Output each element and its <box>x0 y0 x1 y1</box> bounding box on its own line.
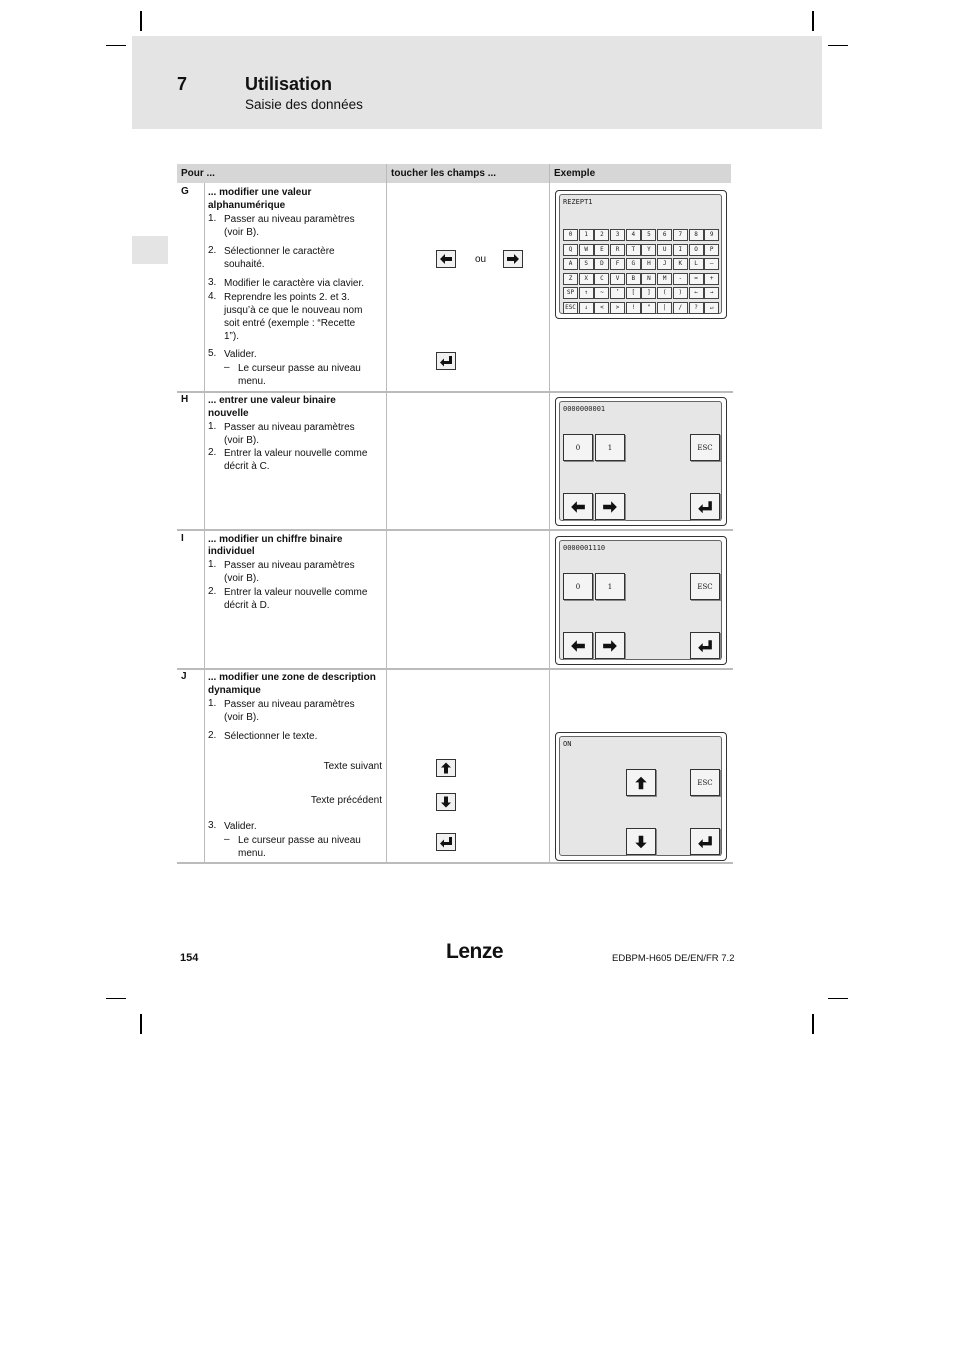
row-divider <box>177 391 733 393</box>
key[interactable]: " <box>641 302 656 314</box>
substep-text: menu. <box>238 376 266 387</box>
key[interactable]: F <box>610 258 625 270</box>
readout-text: 0000001110 <box>563 544 606 552</box>
arrow-right-icon[interactable] <box>595 632 625 659</box>
key[interactable]: | <box>657 302 672 314</box>
key[interactable]: C <box>594 273 609 285</box>
chapter-title: Utilisation <box>245 74 333 94</box>
row-divider <box>177 862 733 864</box>
or-label: ou <box>475 254 487 265</box>
keyboard-panel <box>555 190 727 319</box>
key[interactable]: 1 <box>579 229 594 241</box>
key[interactable]: ? <box>689 302 704 314</box>
row-title: ... modifier une valeur <box>208 187 312 198</box>
step-number: 5. <box>208 348 217 359</box>
key[interactable]: 9 <box>704 229 719 241</box>
step-text: décrit à D. <box>224 600 270 611</box>
step-text: Passer au niveau paramètres <box>224 214 355 225</box>
key[interactable]: J <box>657 258 672 270</box>
key[interactable]: X <box>579 273 594 285</box>
arrow-right-icon[interactable] <box>595 493 625 520</box>
row-title: dynamique <box>208 685 261 696</box>
key[interactable]: 8 <box>689 229 704 241</box>
esc-button[interactable]: ESC <box>690 434 720 461</box>
step-text: Reprendre les points 2. et 3. <box>224 292 350 303</box>
enter-icon[interactable] <box>690 632 720 659</box>
step-text: Valider. <box>224 349 257 360</box>
key[interactable]: T <box>626 244 641 256</box>
step-number: 1. <box>208 559 217 570</box>
chapter-header <box>132 36 822 129</box>
row-divider <box>177 668 733 670</box>
key[interactable]: I <box>673 244 688 256</box>
arrow-down-icon[interactable] <box>436 793 456 811</box>
key[interactable]: 0 <box>563 229 578 241</box>
binary-digit-panel <box>555 536 727 665</box>
arrow-right-icon[interactable] <box>503 250 523 268</box>
step-number: 2. <box>208 586 217 597</box>
row-letter: G <box>181 186 189 197</box>
key[interactable]: ’ <box>610 287 625 299</box>
key[interactable]: M <box>657 273 672 285</box>
step-number: 1. <box>208 421 217 432</box>
key[interactable]: → <box>704 287 719 299</box>
key[interactable]: G <box>626 258 641 270</box>
step-text: jusqu’à ce que le nouveau nom <box>224 305 363 316</box>
key[interactable]: / <box>673 302 688 314</box>
lenze-logo: Lenze <box>446 940 504 963</box>
readout-text: 0000000001 <box>563 405 606 413</box>
key[interactable]: ) <box>673 287 688 299</box>
key[interactable]: – <box>704 258 719 270</box>
crop-mark <box>828 45 848 46</box>
column-header-toucher: toucher les champs ... <box>387 164 549 183</box>
enter-icon[interactable] <box>436 833 456 851</box>
arrow-down-icon[interactable] <box>626 828 656 855</box>
readout-text: REZEPT1 <box>563 198 593 206</box>
step-number: 1. <box>208 698 217 709</box>
key[interactable]: ↑ <box>579 287 594 299</box>
table-divider <box>549 164 550 863</box>
key[interactable]: S <box>579 258 594 270</box>
step-text: Valider. <box>224 821 257 832</box>
step-number: 1. <box>208 213 217 224</box>
key[interactable]: P <box>704 244 719 256</box>
key[interactable]: 2 <box>594 229 609 241</box>
key[interactable]: V <box>610 273 625 285</box>
column-header-exemple: Exemple <box>550 164 731 183</box>
step-text: décrit à C. <box>224 461 270 472</box>
row-title: alphanumérique <box>208 200 286 211</box>
zero-button[interactable]: 0 <box>563 573 593 600</box>
step-text: 1”). <box>224 331 239 342</box>
step-text: souhaité. <box>224 259 265 270</box>
esc-button[interactable]: ESC <box>690 573 720 600</box>
enter-icon[interactable] <box>690 493 720 520</box>
document-reference: EDBPM-H605 DE/EN/FR 7.2 <box>612 953 735 964</box>
row-title: ... modifier un chiffre binaire <box>208 534 343 545</box>
row-title: ... entrer une valeur binaire <box>208 395 336 406</box>
arrow-left-icon[interactable] <box>436 250 456 268</box>
key[interactable]: ~ <box>594 287 609 299</box>
key[interactable]: ESC <box>563 302 578 314</box>
crop-mark <box>140 1014 142 1034</box>
arrow-up-icon[interactable] <box>626 769 656 796</box>
arrow-up-icon[interactable] <box>436 759 456 777</box>
substep-text: menu. <box>238 848 266 859</box>
step-number: 4. <box>208 291 217 302</box>
step-number: 2. <box>208 245 217 256</box>
substep-text: Le curseur passe au niveau <box>238 363 361 374</box>
step-text: (voir B). <box>224 227 259 238</box>
key[interactable]: 3 <box>610 229 625 241</box>
previous-text-label: Texte précédent <box>310 795 382 806</box>
row-title: individuel <box>208 546 255 557</box>
esc-button[interactable]: ESC <box>690 769 720 796</box>
table-divider <box>204 183 205 863</box>
key[interactable]: 5 <box>641 229 656 241</box>
key[interactable]: 4 <box>626 229 641 241</box>
substep-text: Le curseur passe au niveau <box>238 835 361 846</box>
key[interactable]: L <box>689 258 704 270</box>
crop-mark <box>106 998 126 999</box>
row-divider <box>177 529 733 531</box>
row-letter: I <box>181 533 184 544</box>
step-text: Entrer la valeur nouvelle comme <box>224 448 368 459</box>
key[interactable]: ] <box>641 287 656 299</box>
key[interactable]: ↓ <box>579 302 594 314</box>
step-text: Sélectionner le caractère <box>224 246 335 257</box>
step-text: (voir B). <box>224 712 259 723</box>
row-title: nouvelle <box>208 408 249 419</box>
enter-icon[interactable] <box>690 828 720 855</box>
key[interactable]: 7 <box>673 229 688 241</box>
step-text: Passer au niveau paramètres <box>224 422 355 433</box>
chapter-number: 7 <box>177 74 188 94</box>
step-text: Entrer la valeur nouvelle comme <box>224 587 368 598</box>
key[interactable]: = <box>689 273 704 285</box>
key[interactable]: SP <box>563 287 578 299</box>
key[interactable]: E <box>594 244 609 256</box>
key[interactable]: H <box>641 258 656 270</box>
row-letter: J <box>181 671 187 682</box>
section-subtitle: Saisie des données <box>245 97 363 112</box>
step-number: 2. <box>208 447 217 458</box>
key[interactable]: [ <box>626 287 641 299</box>
key[interactable]: A <box>563 258 578 270</box>
step-text: Passer au niveau paramètres <box>224 560 355 571</box>
text-select-screen <box>559 736 722 856</box>
readout-text: ON <box>563 740 572 748</box>
one-button[interactable]: 1 <box>595 434 625 461</box>
crop-mark <box>812 11 814 31</box>
binary-entry-panel <box>555 397 727 526</box>
step-number: 2. <box>208 730 217 741</box>
step-text: (voir B). <box>224 435 259 446</box>
one-button[interactable]: 1 <box>595 573 625 600</box>
crop-mark <box>812 1014 814 1034</box>
substep-dash: – <box>224 834 230 845</box>
column-header-pour: Pour ... <box>177 164 386 183</box>
key[interactable]: ( <box>657 287 672 299</box>
key[interactable]: Y <box>641 244 656 256</box>
key[interactable]: ← <box>689 287 704 299</box>
key[interactable]: K <box>673 258 688 270</box>
key[interactable]: > <box>610 302 625 314</box>
substep-dash: – <box>224 362 230 373</box>
page-number: 154 <box>180 952 199 964</box>
key[interactable]: D <box>594 258 609 270</box>
key[interactable]: R <box>610 244 625 256</box>
binary-digit-screen <box>559 540 722 660</box>
arrow-left-icon[interactable] <box>563 632 593 659</box>
key[interactable]: ! <box>626 302 641 314</box>
key[interactable]: ↵ <box>704 302 719 314</box>
key[interactable]: N <box>641 273 656 285</box>
zero-button[interactable]: 0 <box>563 434 593 461</box>
row-letter: H <box>181 394 189 405</box>
text-select-panel <box>555 732 727 861</box>
step-text: soit entré (exemple : “Recette <box>224 318 356 329</box>
step-text: Modifier le caractère via clavier. <box>224 278 365 289</box>
crop-mark <box>106 45 126 46</box>
step-number: 3. <box>208 277 217 288</box>
row-title: ... modifier une zone de description <box>208 672 376 683</box>
step-text: Passer au niveau paramètres <box>224 699 355 710</box>
crop-mark <box>140 11 142 31</box>
key[interactable]: B <box>626 273 641 285</box>
binary-entry-screen <box>559 401 722 521</box>
key[interactable]: 6 <box>657 229 672 241</box>
arrow-left-icon[interactable] <box>563 493 593 520</box>
key[interactable]: U <box>657 244 672 256</box>
step-text: Sélectionner le texte. <box>224 731 318 742</box>
crop-mark <box>828 998 848 999</box>
next-text-label: Texte suivant <box>323 761 382 772</box>
key[interactable]: O <box>689 244 704 256</box>
step-text: (voir B). <box>224 573 259 584</box>
table-divider <box>386 164 387 863</box>
keyboard-screen <box>559 194 722 314</box>
chapter-side-tab <box>132 236 168 264</box>
virtual-keyboard <box>563 229 719 314</box>
key[interactable]: Z <box>563 273 578 285</box>
step-number: 3. <box>208 820 217 831</box>
enter-icon[interactable] <box>436 352 456 370</box>
key[interactable]: - <box>673 273 688 285</box>
key[interactable]: W <box>579 244 594 256</box>
key[interactable]: Q <box>563 244 578 256</box>
key[interactable]: < <box>594 302 609 314</box>
key[interactable]: + <box>704 273 719 285</box>
